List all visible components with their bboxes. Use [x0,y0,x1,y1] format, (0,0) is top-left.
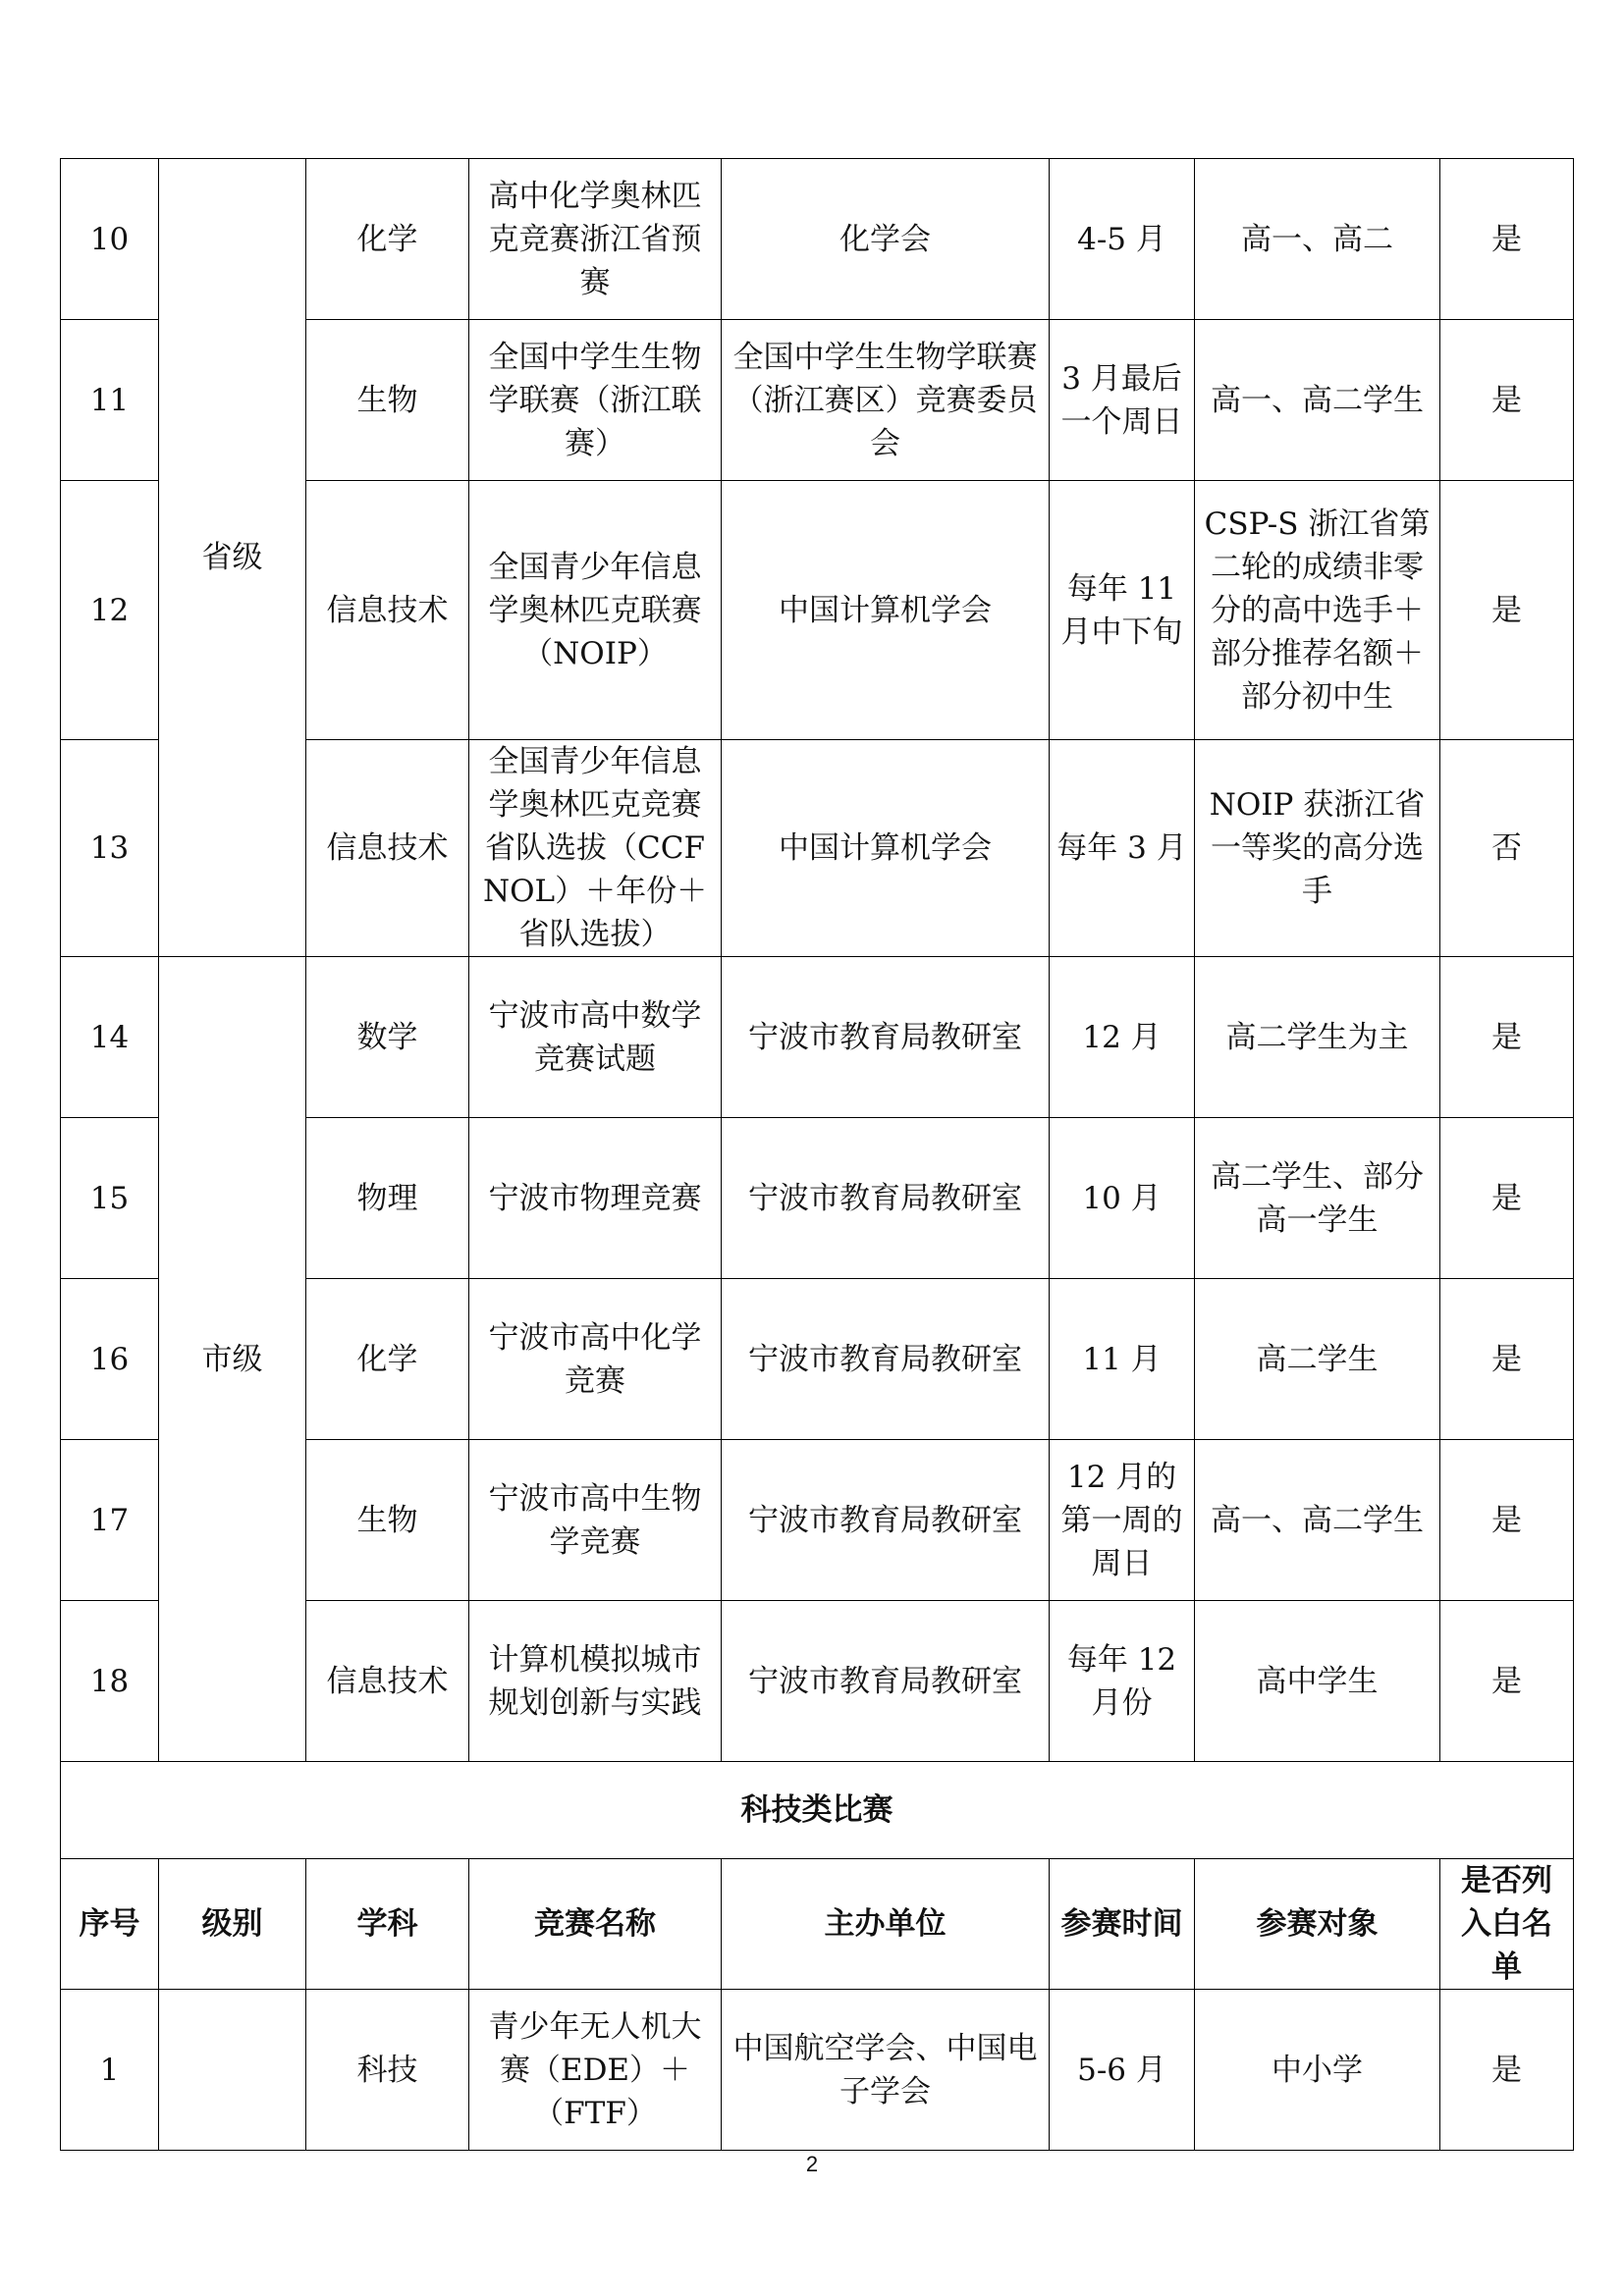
row-number: 1 [61,1990,159,2151]
subject-cell: 化学 [306,1279,469,1440]
whitelist-cell: 是 [1440,957,1574,1118]
header-no: 序号 [61,1859,159,1990]
competition-table [60,158,1574,2151]
subject-cell: 化学 [306,159,469,320]
subject-cell: 科技 [306,1990,469,2151]
subject-cell: 信息技术 [306,481,469,740]
organizer-cell: 中国计算机学会 [722,740,1050,957]
competition-name-cell: 青少年无人机大赛（EDE）＋（FTF） [469,1990,722,2151]
organizer-cell: 宁波市教育局教研室 [722,1118,1050,1279]
level-cell [159,1990,306,2151]
whitelist-cell: 是 [1440,1279,1574,1440]
organizer-cell: 中国计算机学会 [722,481,1050,740]
competition-name-cell: 高中化学奥林匹克竞赛浙江省预赛 [469,159,722,320]
row-number: 13 [61,740,159,957]
target-cell: 高中学生 [1195,1601,1440,1762]
subject-cell: 信息技术 [306,740,469,957]
subject-cell: 物理 [306,1118,469,1279]
target-cell: CSP-S 浙江省第二轮的成绩非零分的高中选手＋部分推荐名额＋部分初中生 [1195,481,1440,740]
organizer-cell: 宁波市教育局教研室 [722,1440,1050,1601]
header-whitelist: 是否列入白名单 [1440,1859,1574,1990]
section-title-row [61,1762,1574,1859]
subject-cell: 生物 [306,320,469,481]
time-cell: 每年 12 月份 [1050,1601,1195,1762]
target-cell: 高一、高二学生 [1195,1440,1440,1601]
competition-name-cell: 全国青少年信息学奥林匹克联赛（NOIP） [469,481,722,740]
header-target: 参赛对象 [1195,1859,1440,1990]
subject-cell: 数学 [306,957,469,1118]
time-cell: 11 月 [1050,1279,1195,1440]
header-level: 级别 [159,1859,306,1990]
whitelist-cell: 是 [1440,481,1574,740]
organizer-cell: 全国中学生生物学联赛（浙江赛区）竞赛委员会 [722,320,1050,481]
table-row [61,159,1574,320]
whitelist-cell: 否 [1440,740,1574,957]
header-subject: 学科 [306,1859,469,1990]
organizer-cell: 中国航空学会、中国电子学会 [722,1990,1050,2151]
competition-name-cell: 全国青少年信息学奥林匹克竞赛 省队选拔（CCFNOL）＋年份＋省队选拔） [469,740,722,957]
subject-cell: 信息技术 [306,1601,469,1762]
row-number: 12 [61,481,159,740]
time-cell: 3 月最后一个周日 [1050,320,1195,481]
organizer-cell: 宁波市教育局教研室 [722,1279,1050,1440]
organizer-cell: 宁波市教育局教研室 [722,1601,1050,1762]
table-row [61,957,1574,1118]
time-cell: 12 月 [1050,957,1195,1118]
whitelist-cell: 是 [1440,159,1574,320]
row-number: 18 [61,1601,159,1762]
row-number: 15 [61,1118,159,1279]
subject-cell: 生物 [306,1440,469,1601]
page-number: 2 [805,2152,819,2176]
row-number: 10 [61,159,159,320]
row-number: 14 [61,957,159,1118]
header-org: 主办单位 [722,1859,1050,1990]
competition-name-cell: 宁波市高中化学竞赛 [469,1279,722,1440]
competition-name-cell: 全国中学生生物学联赛（浙江联赛） [469,320,722,481]
competition-name-cell: 计算机模拟城市规划创新与实践 [469,1601,722,1762]
target-cell: 高二学生 [1195,1279,1440,1440]
row-number: 16 [61,1279,159,1440]
time-cell: 5-6 月 [1050,1990,1195,2151]
header-time: 参赛时间 [1050,1859,1195,1990]
target-cell: 高一、高二学生 [1195,320,1440,481]
level-cell: 省级 [159,159,306,957]
target-cell: 中小学 [1195,1990,1440,2151]
table-row [61,1990,1574,2151]
competition-name-cell: 宁波市高中生物学竞赛 [469,1440,722,1601]
target-cell: 高二学生、部分高一学生 [1195,1118,1440,1279]
row-number: 17 [61,1440,159,1601]
header-row [61,1859,1574,1990]
target-cell: 高一、高二 [1195,159,1440,320]
time-cell: 每年 3 月 [1050,740,1195,957]
target-cell: NOIP 获浙江省一等奖的高分选手 [1195,740,1440,957]
target-cell: 高二学生为主 [1195,957,1440,1118]
whitelist-cell: 是 [1440,320,1574,481]
organizer-cell: 化学会 [722,159,1050,320]
time-cell: 每年 11 月中下旬 [1050,481,1195,740]
whitelist-cell: 是 [1440,1440,1574,1601]
whitelist-cell: 是 [1440,1601,1574,1762]
whitelist-cell: 是 [1440,1118,1574,1279]
competition-name-cell: 宁波市物理竞赛 [469,1118,722,1279]
row-number: 11 [61,320,159,481]
time-cell: 10 月 [1050,1118,1195,1279]
organizer-cell: 宁波市教育局教研室 [722,957,1050,1118]
time-cell: 4-5 月 [1050,159,1195,320]
competition-name-cell: 宁波市高中数学竞赛试题 [469,957,722,1118]
time-cell: 12 月的第一周的周日 [1050,1440,1195,1601]
level-cell: 市级 [159,957,306,1762]
whitelist-cell: 是 [1440,1990,1574,2151]
section-title: 科技类比赛 [61,1762,1574,1859]
header-name: 竞赛名称 [469,1859,722,1990]
